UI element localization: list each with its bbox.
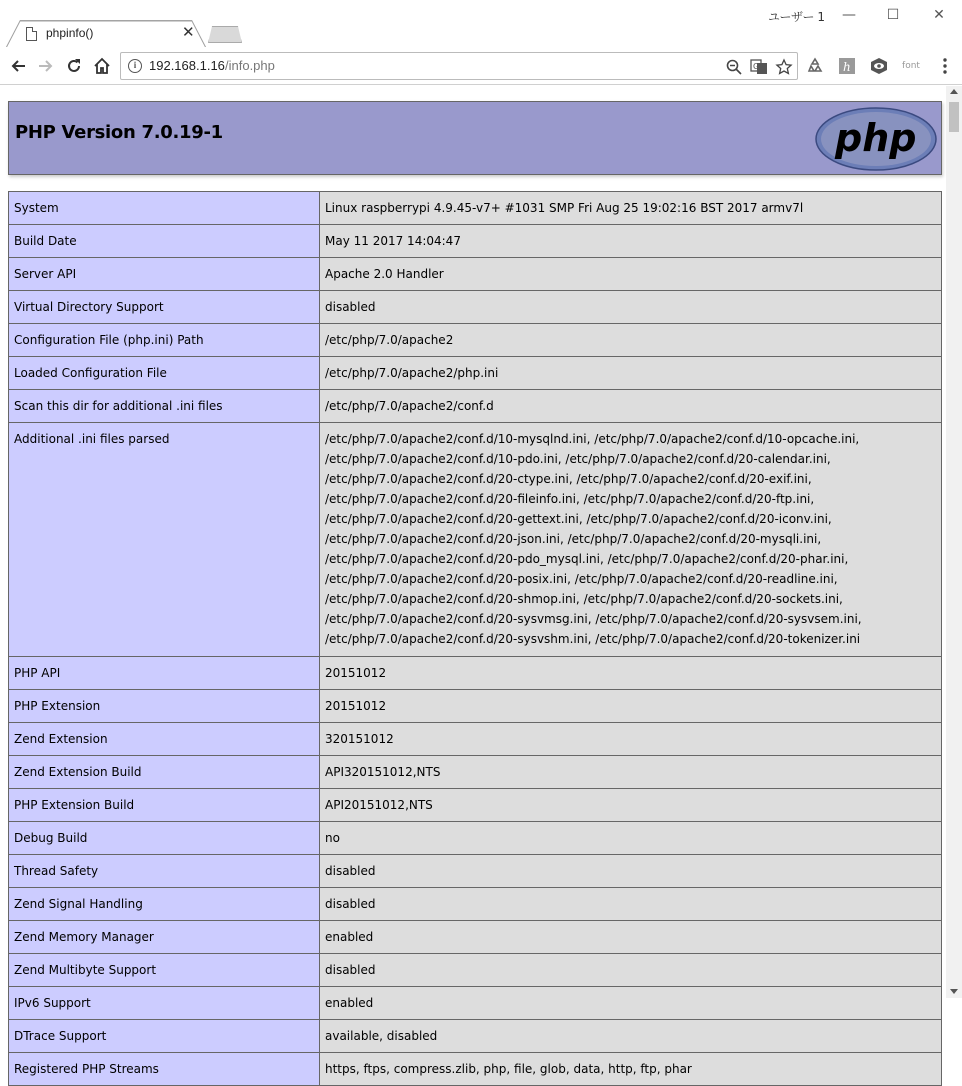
scroll-up-arrow-icon[interactable] (950, 89, 958, 94)
row-key: Thread Safety (9, 855, 320, 888)
row-value: enabled (320, 987, 942, 1020)
row-value: /etc/php/7.0/apache2/php.ini (320, 357, 942, 390)
row-value: disabled (320, 291, 942, 324)
row-key: Server API (9, 258, 320, 291)
row-value: enabled (320, 921, 942, 954)
row-value: May 11 2017 14:04:47 (320, 225, 942, 258)
table-row (9, 423, 942, 657)
table-row (9, 192, 942, 225)
row-key: IPv6 Support (9, 987, 320, 1020)
recycle-extension-icon[interactable] (805, 56, 825, 76)
ini-file-line: /etc/php/7.0/apache2/conf.d/20-gettext.ini, /etc/php/7.0/apache2/conf.d/20-iconv.ini, (325, 512, 832, 526)
url-path: /info.php (225, 58, 275, 73)
row-key: Configuration File (php.ini) Path (9, 324, 320, 357)
ini-file-line: /etc/php/7.0/apache2/conf.d/20-shmop.ini, /etc/php/7.0/apache2/conf.d/20-sockets.ini, (325, 592, 843, 606)
home-button[interactable] (90, 54, 114, 78)
bookmark-star-icon[interactable] (774, 57, 794, 77)
row-key: PHP Extension (9, 690, 320, 723)
row-key: Zend Multibyte Support (9, 954, 320, 987)
row-key: Zend Extension (9, 723, 320, 756)
table-row (9, 690, 942, 723)
table-row (9, 258, 942, 291)
ini-file-line: /etc/php/7.0/apache2/conf.d/20-ctype.ini, /etc/php/7.0/apache2/conf.d/20-exif.ini, (325, 472, 812, 486)
table-row (9, 291, 942, 324)
font-extension-icon[interactable] (901, 56, 921, 76)
table-row (9, 756, 942, 789)
url-host: 192.168.1.16 (149, 58, 225, 73)
row-value: Linux raspberrypi 4.9.45-v7+ #1031 SMP Fri Aug 25 19:02:16 BST 2017 armv7l (320, 192, 942, 225)
info-icon[interactable]: i (128, 59, 142, 73)
row-value: API320151012,NTS (320, 756, 942, 789)
row-key: PHP Extension Build (9, 789, 320, 822)
row-value: no (320, 822, 942, 855)
php-logo[interactable] (815, 107, 937, 171)
address-bar[interactable] (120, 52, 798, 80)
table-row (9, 357, 942, 390)
menu-button[interactable] (935, 56, 955, 76)
back-button[interactable] (6, 54, 30, 78)
table-row (9, 855, 942, 888)
ini-file-line: /etc/php/7.0/apache2/conf.d/20-pdo_mysql.ini, /etc/php/7.0/apache2/conf.d/20-phar.ini, (325, 552, 849, 566)
table-row (9, 657, 942, 690)
scrollbar-thumb[interactable] (949, 102, 959, 132)
row-value: disabled (320, 855, 942, 888)
row-key: Zend Memory Manager (9, 921, 320, 954)
row-value: disabled (320, 888, 942, 921)
row-value: https, ftps, compress.zlib, php, file, glob, data, http, ftp, phar (320, 1053, 942, 1086)
tab-title: phpinfo() (46, 26, 94, 40)
row-key: Zend Extension Build (9, 756, 320, 789)
table-row (9, 723, 942, 756)
table-row (9, 1020, 942, 1053)
ini-file-line: /etc/php/7.0/apache2/conf.d/20-json.ini, /etc/php/7.0/apache2/conf.d/20-mysqli.ini, (325, 532, 822, 546)
font-extension-label: font (902, 61, 920, 71)
page-title: PHP Version 7.0.19-1 (15, 122, 223, 143)
translate-icon[interactable] (749, 57, 769, 77)
ini-file-line: /etc/php/7.0/apache2/conf.d/20-sysvmsg.ini, /etc/php/7.0/apache2/conf.d/20-sysvsem.ini, (325, 612, 862, 626)
new-tab-button[interactable] (208, 26, 242, 43)
profile-user-label[interactable]: ユーザー 1 (768, 10, 825, 24)
page-viewport (0, 86, 946, 1076)
close-tab-icon[interactable]: ✕ (182, 23, 195, 41)
forward-button[interactable] (34, 54, 58, 78)
document-icon (26, 27, 37, 41)
reload-button[interactable] (62, 54, 86, 78)
row-key: Build Date (9, 225, 320, 258)
row-key: Zend Signal Handling (9, 888, 320, 921)
kebab-menu-icon (943, 58, 947, 74)
ini-file-line: /etc/php/7.0/apache2/conf.d/10-pdo.ini, /etc/php/7.0/apache2/conf.d/20-calendar.ini, (325, 452, 831, 466)
row-value: /etc/php/7.0/apache2 (320, 324, 942, 357)
row-value: available, disabled (320, 1020, 942, 1053)
maximize-button[interactable]: ☐ (886, 7, 900, 23)
svg-text:h: h (843, 60, 851, 74)
row-value (320, 423, 942, 657)
browser-toolbar (0, 47, 962, 85)
svg-text:G: G (753, 62, 760, 71)
back-arrow-icon (10, 58, 26, 74)
home-icon (93, 58, 111, 74)
row-value: 20151012 (320, 690, 942, 723)
table-row (9, 1053, 942, 1086)
eye-extension-icon[interactable] (869, 56, 889, 76)
row-value: /etc/php/7.0/apache2/conf.d (320, 390, 942, 423)
table-row (9, 324, 942, 357)
row-value: API20151012,NTS (320, 789, 942, 822)
table-row (9, 390, 942, 423)
scroll-down-arrow-icon[interactable] (950, 989, 958, 994)
row-key: Scan this dir for additional .ini files (9, 390, 320, 423)
table-row (9, 888, 942, 921)
table-row (9, 954, 942, 987)
ini-file-line: /etc/php/7.0/apache2/conf.d/20-fileinfo.ini, /etc/php/7.0/apache2/conf.d/20-ftp.ini, (325, 492, 815, 506)
close-window-button[interactable]: ✕ (933, 7, 945, 23)
table-row (9, 987, 942, 1020)
row-value: 20151012 (320, 657, 942, 690)
table-row (9, 921, 942, 954)
row-key: PHP API (9, 657, 320, 690)
forward-arrow-icon (38, 58, 54, 74)
row-key: Loaded Configuration File (9, 357, 320, 390)
row-key: System (9, 192, 320, 225)
row-value: disabled (320, 954, 942, 987)
table-row (9, 789, 942, 822)
row-key: Debug Build (9, 822, 320, 855)
zoom-out-icon[interactable] (724, 57, 744, 77)
row-key: Registered PHP Streams (9, 1053, 320, 1086)
row-value: Apache 2.0 Handler (320, 258, 942, 291)
row-key: Additional .ini files parsed (9, 423, 320, 657)
browser-title-bar (0, 0, 962, 47)
php-info-table (8, 191, 942, 1086)
tab-phpinfo[interactable] (6, 20, 206, 48)
row-value: 320151012 (320, 723, 942, 756)
ini-file-line: /etc/php/7.0/apache2/conf.d/10-mysqlnd.ini, /etc/php/7.0/apache2/conf.d/10-opcache.ini, (325, 432, 860, 446)
minimize-button[interactable]: — (842, 7, 856, 23)
reload-icon (66, 58, 82, 74)
hatena-extension-icon[interactable] (837, 56, 857, 76)
table-row (9, 225, 942, 258)
row-key: Virtual Directory Support (9, 291, 320, 324)
row-key: DTrace Support (9, 1020, 320, 1053)
ini-file-line: /etc/php/7.0/apache2/conf.d/20-posix.ini, /etc/php/7.0/apache2/conf.d/20-readline.ini, (325, 572, 838, 586)
vertical-scrollbar[interactable] (946, 86, 962, 998)
php-version-header (8, 101, 942, 175)
table-row (9, 822, 942, 855)
php-logo-text: php (835, 116, 917, 160)
ini-file-line: /etc/php/7.0/apache2/conf.d/20-sysvshm.ini, /etc/php/7.0/apache2/conf.d/20-tokenizer.ini (325, 632, 861, 646)
